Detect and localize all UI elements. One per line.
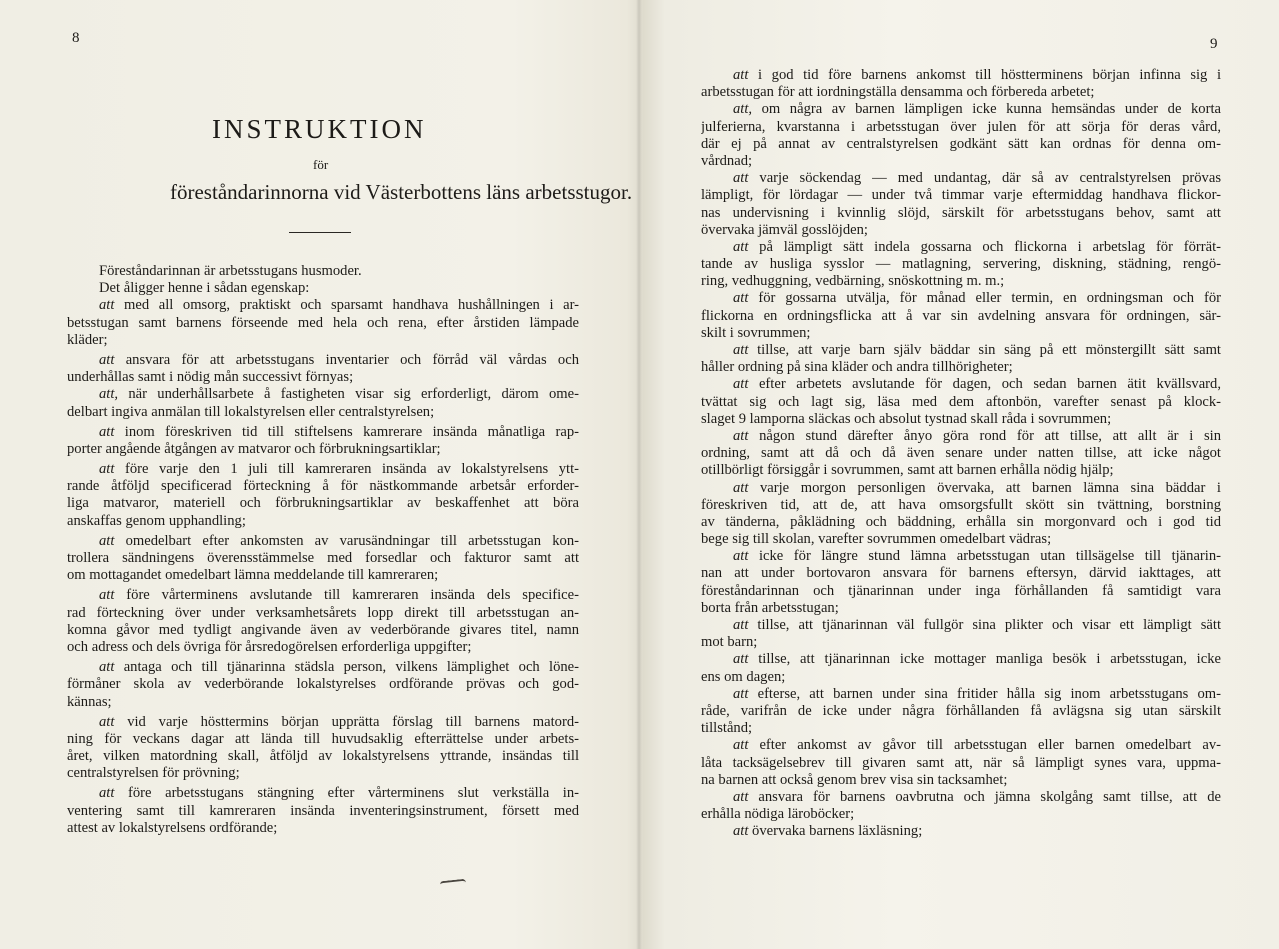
line-text: bege sig till skolan, varefter sovrummen omedelbart vädras; [701,531,1052,548]
text-line [67,369,579,386]
line-text: föreskriven tid, att de, att hava omsorgsfullt skött sin tvättning, borstning [701,496,1221,513]
line-text: råde, varifrån de icke under några förhållanden få avlägsna sig utan särskilt [701,702,1221,719]
text-line [701,290,1221,307]
document-title: INSTRUKTION [212,114,427,144]
line-text: lämpligt, för lördagar — under två timmar varje eftermiddag handhava flickor- [701,187,1221,204]
text-line [701,222,1221,239]
line-text: ning för veckans dagar att lända till huvudsaklig efterrättelse under arbets- [67,730,579,747]
line-text: anskaffas genom upphandling; [67,512,246,529]
att-word: att [99,351,115,368]
line-text: arbetsstugan för att iordningställa densamma och förbereda arbetet; [701,84,1095,101]
line-text: vid varje hösttermins början upprätta förslag till barnens matord- [114,713,579,730]
text-line [67,352,579,369]
text-line [701,651,1221,668]
att-word: att [733,342,749,358]
line-text: julferierna, kvarstanna i arbetsstugan över julen för att sörja för deras vård, [701,118,1221,135]
line-text: underhållas samt i nödig mån successivt förnyas; [67,369,354,386]
att-word: att [733,823,749,840]
left-page [0,0,636,949]
line-text: året, vilken matordning skall, åtföljd av lokalstyrelsens yttrande, insändas till [67,748,579,765]
line-text: före varje den 1 juli till kamreraren insända av lokalstyrelsens ytt- [114,461,579,478]
att-word: att [733,376,749,393]
text-line [701,755,1221,772]
text-line [701,273,1221,290]
line-text: och adress och dels övriga för årsredogörelsen erforderliga uppgifter; [67,638,472,655]
document-subtitle: föreståndarinnorna vid Västerbottens läns arbetsstugor. [170,180,633,204]
line-text: kläder; [67,331,108,348]
line-text: ventering samt till kamreraren insända inventeringsinstrument, försett med [67,802,579,819]
right-body-text [701,67,1221,840]
line-text: flickorna en ordningsflicka att å var sin avdelning ansvara för ordningen, sär- [701,307,1221,324]
att-word: att [99,659,115,676]
text-line [67,731,579,748]
text-line [67,659,579,676]
text-line [701,153,1221,170]
text-line [67,513,579,530]
att-word: att [99,785,115,802]
att-word: att [99,423,115,440]
line-text: varje söckendag — med undantag, där så av centralstyrelsen prövas [748,170,1221,187]
line-text: före arbetsstugans stängning efter vårterminens slut verkställa in- [114,785,579,802]
att-word: att [99,297,115,314]
line-text: ordning, samt att då och då även senare under natten tillse, att icke något [701,445,1221,462]
text-line [701,394,1221,411]
text-line [701,359,1221,376]
line-text: Föreståndarinnan är arbetsstugans husmoder. [99,263,362,279]
text-line [701,187,1221,204]
line-text: komna gåvor med tydligt angivande även av vederbörande givares titel, namn [67,621,579,638]
line-text: trollera sändningens överensstämmelse med forsedlar och fakturor samt att [67,550,579,566]
line-text: efter arbetets avslutande för dagen, och sedan barnen ätit kvällsvard, [748,376,1221,393]
text-line [67,639,579,656]
line-text: varje morgon personligen övervaka, att barnen lämna sina bäddar i [748,479,1221,496]
text-line [701,119,1221,136]
att-word: att [733,788,749,805]
text-line [701,772,1221,789]
text-line [701,428,1221,445]
text-line [67,297,579,314]
text-line [67,424,579,441]
att-word: att [733,290,749,307]
line-text: antaga och till tjänarinna städsla person, vilkens lämplighet och löne- [114,659,579,676]
text-line [67,803,579,820]
text-line [701,497,1221,514]
text-line [67,478,579,495]
line-text: skilt i sovrummen; [701,324,811,341]
text-line [67,280,579,297]
line-text: om några av barnen lämpligen icke kunna hemsändas under de korta [752,101,1221,118]
att-word: att [733,238,749,255]
text-line [67,622,579,639]
line-text: före vårterminens avslutande till kamreraren insända dels specifice- [114,587,579,604]
text-line [701,170,1221,187]
att-word: att [733,67,749,83]
text-line [67,550,579,567]
line-text: tillse, att tjänarinnan väl fullgör sina plikter och visar ett lämpligt sätt [748,617,1221,633]
line-text: övervaka jämväl gosslöjden; [701,221,868,238]
line-text: för gossarna utvälja, för månad eller termin, en ordningsman och för [748,290,1221,307]
text-line [67,404,579,421]
text-line [67,605,579,622]
text-line [701,445,1221,462]
text-line [701,480,1221,497]
text-line [67,315,579,332]
line-text: tande av husliga sysslor — matlagning, servering, diskning, städning, rengö- [701,256,1221,273]
text-line [701,548,1221,565]
text-line [701,205,1221,222]
att-word: att [733,479,749,496]
text-line [701,376,1221,393]
pencil-mark [440,879,466,886]
text-line [701,634,1221,651]
text-line [701,617,1221,634]
text-line [701,806,1221,823]
att-word: att [733,170,749,187]
line-text: kännas; [67,693,112,710]
line-text: efterse, att barnen under sina fritider hålla sig inom arbetsstugans om- [748,685,1221,702]
text-line [67,676,579,693]
right-page [642,0,1279,949]
att-word: att [733,737,749,754]
title-connector: för [313,157,329,172]
line-text: av tänderna, påklädning och bäddning, erhålla sin morgonvard och i god tid [701,513,1221,530]
line-text: någon stund därefter ånyo göra rond för att tillse, att allt är i sin [748,427,1221,444]
att-word: att [733,548,749,565]
page-number-left: 8 [72,30,80,46]
line-text: inom föreskriven tid till stiftelsens kamrerare insända månatliga rap- [114,423,579,440]
line-text: om mottagandet omedelbart lämna meddelande till kamreraren; [67,567,439,584]
line-text: borta från arbetsstugan; [701,599,839,616]
text-line [67,694,579,711]
text-line [67,386,579,403]
text-line [67,587,579,604]
line-text: delbart ingiva anmälan till lokalstyrelsen eller centralstyrelsen; [67,403,435,420]
line-text: slaget 9 lamporna släckas och absolut tystnad skall råda i sovrummen; [701,410,1112,427]
line-text: när underhållsarbete å fastigheten visar sig erforderligt, därom ome- [118,386,579,403]
line-text: liga matvaror, materiell och förbrukningsartiklar av beskaffenhet att böra [67,495,579,512]
line-text: tillse, att varje barn själv bäddar sin säng på ett mönstergillt sätt samt [748,342,1221,358]
text-line [701,514,1221,531]
line-text: mot barn; [701,634,758,651]
text-line [67,461,579,478]
line-text: vårdnad; [701,152,753,169]
text-line [67,765,579,782]
line-text: Det åligger henne i sådan egenskap: [99,280,310,297]
line-text: med all omsorg, praktiskt och sparsamt handhava hushållningen i ar- [114,297,579,314]
line-text: föreståndarinnan och tjänarinnan under inga förhållanden få samtidigt vara [701,582,1221,599]
line-text: ens om dagen; [701,668,786,685]
att-word: att [99,532,115,549]
line-text: nas undervisning i kvinnlig slöjd, särskilt för arbetsstugans behov, samt att [701,204,1221,221]
text-line [701,600,1221,617]
att-word: att, [733,101,753,118]
line-text: rad förteckning över under verksamhetsårets lopp direkt till arbetsstugan an- [67,604,579,621]
line-text: omedelbart efter ankomsten av varusändningar till arbetsstugan kon- [114,532,579,549]
text-line [701,239,1221,256]
line-text: där ej på annat av centralstyrelsen godkänt sätt kan ordnas för denna om- [701,135,1221,152]
line-text: tvättat sig och lagt sig, läsa med dem aftonbön, varefter senast på klock- [701,393,1221,410]
text-line [701,789,1221,806]
title-divider [289,232,351,233]
line-text: ansvara för barnens oavbrutna och jämna skolgång samt tillse, att de [748,788,1221,805]
line-text: erhålla nödiga läroböcker; [701,806,855,823]
text-line [67,820,579,837]
text-line [67,263,579,280]
text-line [701,737,1221,754]
line-text: tillse, att tjänarinnan icke mottager manliga besök i arbetsstugan, icke [748,651,1221,668]
line-text: förmåner skola av vederbörande lokalstyrelses ordförande prövas och god- [67,676,579,693]
text-line [701,462,1221,479]
line-text: på lämpligt sätt indela gossarna och flickorna i arbetslag för förrät- [748,238,1221,255]
line-text: ring, vedhuggning, vedbärning, snöskottning m. m.; [701,273,1005,290]
text-line [701,325,1221,342]
text-line [701,101,1221,118]
line-text: nan att under bortovaron ansvara för barnens eftersyn, därvid iakttages, att [701,565,1221,582]
line-text: centralstyrelsen för prövning; [67,765,240,782]
text-line [67,332,579,349]
line-text: ansvara för att arbetsstugans inventarier och förråd väl vårdas och [114,351,579,368]
text-line [67,533,579,550]
line-text: låta tacksägelsebrev till givaren samt att, när så lämpligt synes vara, uppma- [701,754,1221,771]
line-text: tillstånd; [701,720,753,737]
text-line [701,703,1221,720]
line-text: attest av lokalstyrelsens ordförande; [67,819,278,836]
line-text: porter angående åtgången av matvaror och förbrukningsartiklar; [67,440,441,457]
left-body-text [67,263,579,837]
text-line [701,342,1221,359]
text-line [701,67,1221,84]
text-line [701,411,1221,428]
line-text: i god tid före barnens ankomst till höstterminens början infinna sig i [748,67,1221,83]
text-line [701,583,1221,600]
att-word: att [99,461,115,478]
att-word: att, [99,386,119,403]
line-text: efter ankomst av gåvor till arbetsstugan eller barnen omedelbart av- [748,737,1221,754]
text-line [701,823,1221,840]
text-line [67,785,579,802]
line-text: betsstugan samt barnens förseende med hela och rena, efter årstiden lämpade [67,314,579,331]
text-line [701,84,1221,101]
line-text: övervaka barnens läxläsning; [748,823,923,840]
text-line [701,686,1221,703]
line-text: icke för längre stund lämna arbetsstugan utan tillsägelse till tjänarin- [748,548,1221,565]
text-line [67,714,579,731]
line-text: otillbörligt försiggår i sovrummen, samt att barnen erhålla nödig hjälp; [701,462,1114,479]
att-word: att [99,713,115,730]
att-word: att [99,587,115,604]
text-line [67,441,579,458]
page-number-right: 9 [1210,36,1218,52]
text-line [701,531,1221,548]
text-line [67,567,579,584]
text-line [701,308,1221,325]
text-line [701,720,1221,737]
att-word: att [733,617,749,633]
att-word: att [733,651,749,668]
line-text: na barnen att också genom brev visa sin tacksamhet; [701,771,1008,788]
text-line [701,565,1221,582]
text-line [701,669,1221,686]
att-word: att [733,685,749,702]
text-line [67,748,579,765]
text-line [67,495,579,512]
text-line [701,136,1221,153]
att-word: att [733,427,749,444]
line-text: rande åtföljd specificerad förteckning å för nästkommande arbetsår erforder- [67,478,579,495]
text-line [701,256,1221,273]
line-text: håller ordning på sina kläder och andra tillhörigheter; [701,359,1013,376]
